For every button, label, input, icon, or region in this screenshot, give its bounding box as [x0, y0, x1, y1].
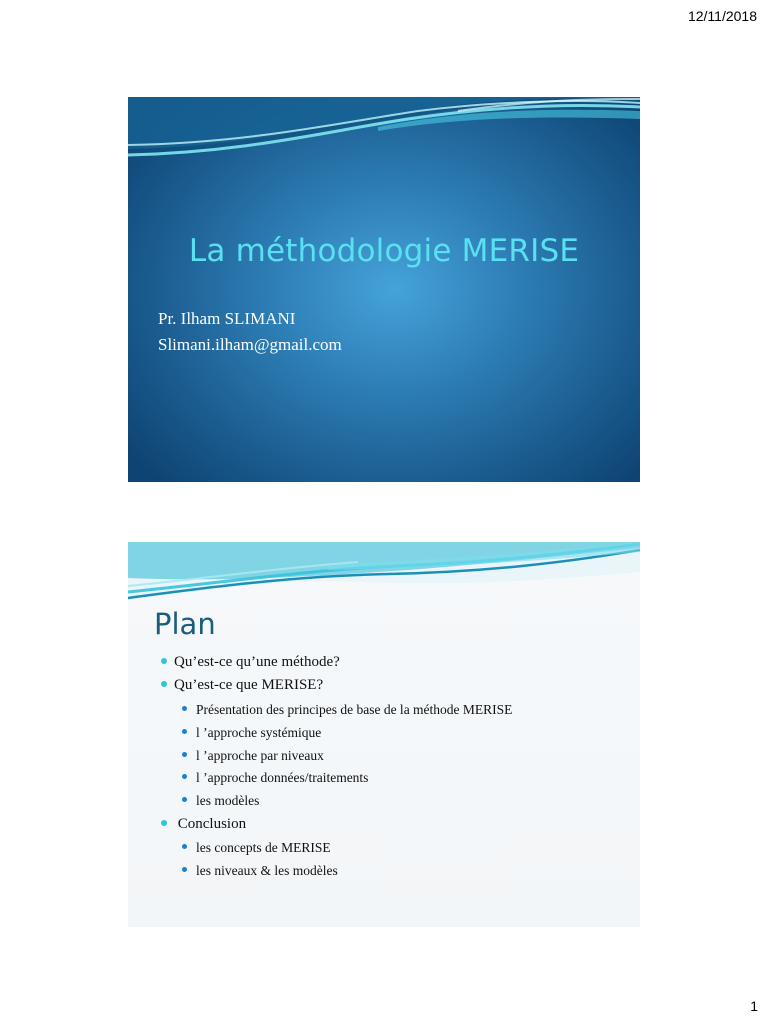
sub-list-item: les concepts de MERISE: [182, 840, 331, 856]
page-number: 1: [750, 998, 758, 1014]
title-slide: [128, 97, 640, 482]
list-item: Qu’est-ce qu’une méthode?: [161, 654, 340, 671]
page-date: 12/11/2018: [687, 8, 757, 24]
slide1-title: La méthodologie MERISE: [188, 233, 580, 269]
bullet-icon: [161, 681, 167, 687]
bullet-icon: [182, 774, 187, 779]
bullet-icon: [182, 706, 187, 711]
plan-slide: [128, 542, 640, 927]
sub-list-item: les niveaux & les modèles: [182, 863, 338, 879]
list-item: Qu’est-ce que MERISE?: [161, 677, 323, 694]
bullet-icon: [161, 658, 167, 664]
sub-list-item: Présentation des principes de base de la méthode MERISE: [182, 702, 512, 718]
wave-banner: [128, 542, 640, 604]
bullet-icon: [182, 797, 187, 802]
bullet-icon: [182, 867, 187, 872]
author-email: Slimani.ilham@gmail.com: [158, 335, 342, 354]
sub-list-item: l ’approche par niveaux: [182, 748, 324, 764]
bullet-icon: [182, 752, 187, 757]
bullet-icon: [161, 820, 167, 826]
sub-list-item: l ’approche données/traitements: [182, 770, 368, 786]
wave-banner: [128, 97, 640, 167]
sub-list-item: les modèles: [182, 793, 259, 809]
bullet-icon: [182, 844, 187, 849]
list-item: Conclusion: [161, 816, 246, 833]
slide2-title: Plan: [154, 607, 216, 641]
sub-list-item: l ’approche systémique: [182, 725, 321, 741]
bullet-icon: [182, 729, 187, 734]
author-name: Pr. Ilham SLIMANI: [158, 309, 296, 328]
